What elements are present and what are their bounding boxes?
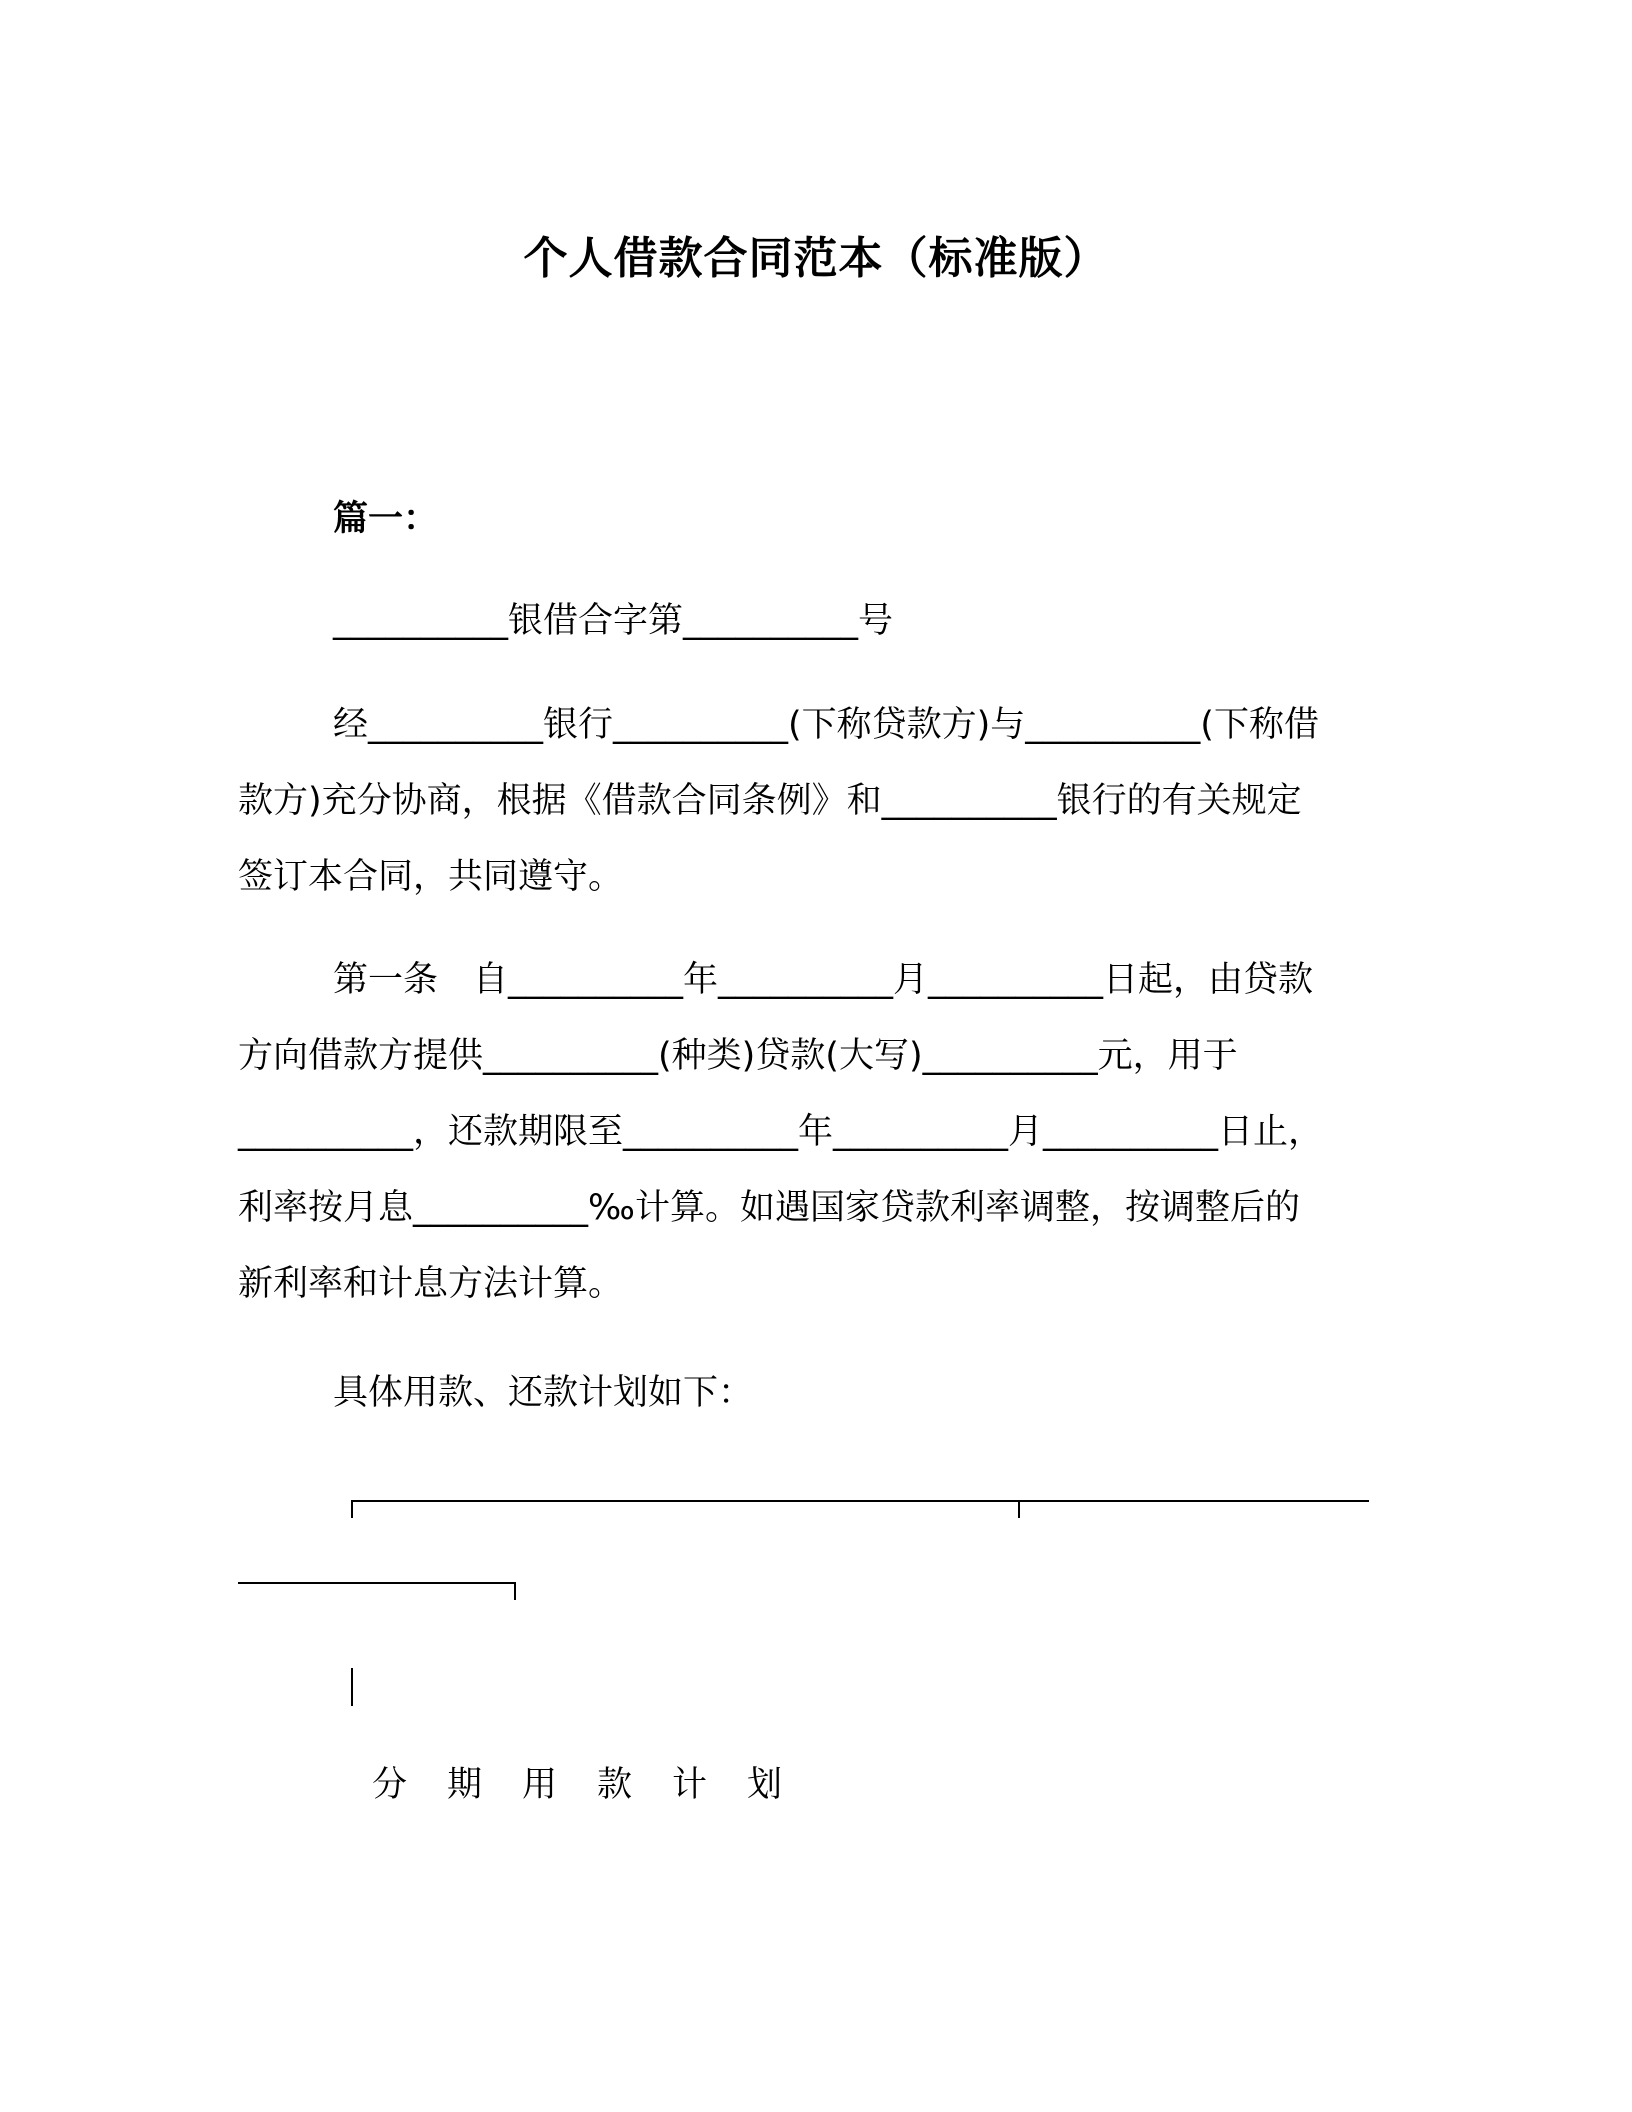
table-top-border (351, 1500, 1369, 1502)
table-second-border (238, 1582, 516, 1584)
table-middle-tick (1018, 1500, 1020, 1518)
article-one-line-2: 方向借款方提供__________(种类)贷款(大写)__________元，用于 (238, 1036, 1238, 1076)
article-one-line-3: __________，还款期限至__________年__________月__________日止， (238, 1112, 1324, 1152)
contract-number-line: __________银借合字第__________号 (333, 601, 894, 641)
plan-intro: 具体用款、还款计划如下： (333, 1373, 754, 1413)
preamble-line-3: 签订本合同，共同遵守。 (238, 857, 624, 897)
table-left-border (351, 1668, 353, 1706)
section-heading: 篇一： (333, 499, 439, 539)
preamble-line-1: 经__________银行__________(下称贷款方)与__________(下称借 (333, 705, 1319, 745)
table-left-tick (351, 1500, 353, 1518)
article-one-line-1: 第一条 自__________年__________月__________日起，由贷款 (333, 960, 1314, 1000)
article-one-line-5: 新利率和计息方法计算。 (238, 1264, 624, 1304)
table-header-label: 分期用款计划 (372, 1765, 823, 1805)
preamble-line-2: 款方)充分协商，根据《借款合同条例》和__________银行的有关规定 (238, 781, 1302, 821)
table-second-tick (514, 1582, 516, 1600)
document-title: 个人借款合同范本（标准版） (523, 233, 1109, 284)
article-one-line-4: 利率按月息__________‰计算。如遇国家贷款利率调整，按调整后的 (238, 1188, 1300, 1228)
